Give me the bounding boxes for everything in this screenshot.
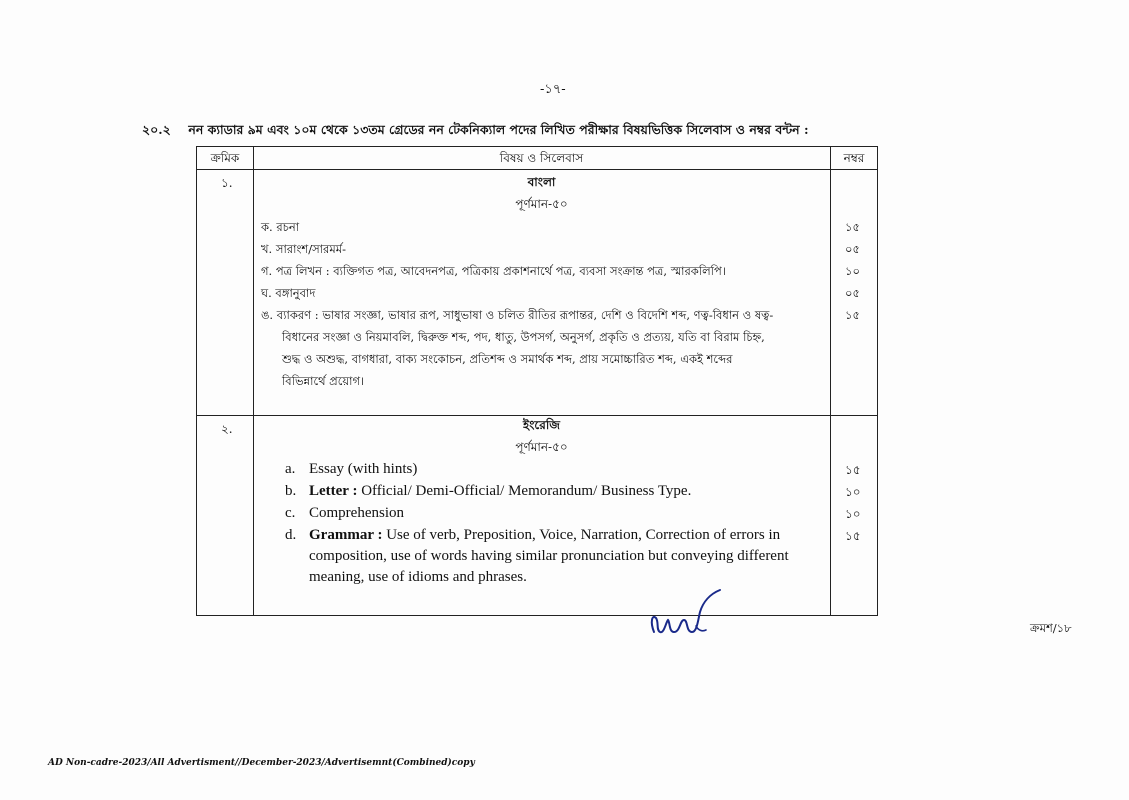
- bangla-grammar-line: বিধানের সংজ্ঞা ও নিয়মাবলি, দ্বিরুক্ত শব্দ, পদ, ধাতু, উপসর্গ, অনুসর্গ, প্রকৃতি ও প্রত্যয়, যতি বা বিরাম চিহ্ন,: [282, 330, 765, 344]
- item-text: [309, 481, 829, 502]
- header-serial: ক্রমিক: [210, 151, 240, 165]
- handwritten-signature: [640, 582, 730, 646]
- marks-bangla-d: ০৫: [845, 286, 860, 300]
- bangla-grammar-line: শুদ্ধ ও অশুদ্ধ, বাগধারা, বাক্য সংকোচন, প্রতিশব্দ ও সমার্থক শব্দ, প্রায় সমোচ্চারিত শব্দ, একই শব্দের: [282, 352, 733, 366]
- item-label: c.: [285, 505, 296, 521]
- section-title: নন ক্যাডার ৯ম এবং ১০ম থেকে ১৩তম গ্রেডের নন টেকনিক্যাল পদের লিখিত পরীক্ষার বিষয়ভিত্তিক সিলেবাস ও নম্বর বন্টন :: [188, 122, 809, 137]
- section-number: ২০.২: [142, 122, 171, 137]
- marks-english-d: ১৫: [845, 529, 861, 543]
- bangla-grammar-line: বিভিন্নার্থে প্রয়োগ।: [282, 374, 365, 388]
- item-body: Official/ Demi-Official/ Memorandum/ Business Type.: [357, 483, 692, 499]
- item-heading: Letter :: [309, 483, 358, 499]
- bangla-grammar-line: ঙ. ব্যাকরণ : ভাষার সংজ্ঞা, ভাষার রূপ, সাধুভাষা ও চলিত রীতির রূপান্তর, দেশি ও বিদেশি শব্দ, ণত্ব-বিধান ও ষত্ব-: [261, 308, 774, 322]
- page-number: -১৭-: [540, 82, 566, 97]
- item-body: Use of verb, Preposition, Voice, Narration, Correction of errors in composition, use of words having similar pronunciation but conveying different meaning, use of idioms and phrases.: [309, 527, 789, 585]
- section-heading: [142, 122, 809, 142]
- subject-title-english: ইংরেজি: [523, 418, 560, 432]
- serial-english: ২.: [221, 422, 233, 436]
- item-label: b.: [285, 483, 297, 499]
- row-divider: [197, 415, 877, 416]
- continued-note: ক্রমশ/১৮: [1030, 621, 1072, 635]
- marks-bangla-a: ১৫: [845, 220, 860, 234]
- column-divider: [830, 147, 831, 615]
- marks-english-b: ১০: [845, 485, 861, 499]
- full-marks-bangla: পূর্ণমান-৫০: [515, 197, 568, 211]
- item-text: Comprehension: [309, 505, 404, 521]
- item-text: Essay (with hints): [309, 461, 418, 477]
- item-heading: Grammar :: [309, 527, 383, 543]
- serial-bangla: ১.: [221, 176, 233, 190]
- subject-title-bangla: বাংলা: [527, 175, 556, 189]
- bangla-item-d: ঘ. বঙ্গানুবাদ: [261, 286, 316, 300]
- column-divider: [253, 147, 254, 615]
- marks-bangla-c: ১০: [845, 264, 860, 278]
- marks-bangla-b: ০৫: [845, 242, 860, 256]
- item-text: [309, 525, 829, 588]
- footer-file-path: AD Non-cadre-2023/All Advertisment//December-2023/Advertisemnt(Combined)copy: [48, 758, 475, 768]
- header-marks: নম্বর: [843, 151, 865, 165]
- syllabus-table: [196, 146, 878, 616]
- bangla-item-c: গ. পত্র লিখন : ব্যক্তিগত পত্র, আবেদনপত্র, পত্রিকায় প্রকাশনার্থে পত্র, ব্যবসা সংক্রান্ত পত্র, স্মারকলিপি।: [261, 264, 726, 278]
- marks-bangla-e: ১৫: [845, 308, 860, 322]
- bangla-item-a: ক. রচনা: [261, 220, 300, 234]
- item-label: a.: [285, 461, 296, 477]
- marks-english-a: ১৫: [845, 463, 861, 477]
- full-marks-english: পূর্ণমান-৫০: [515, 440, 568, 454]
- marks-english-c: ১০: [845, 507, 861, 521]
- item-label: d.: [285, 527, 297, 543]
- bangla-item-b: খ. সারাংশ/সারমর্ম-: [261, 242, 346, 256]
- header-subject: বিষয় ও সিলেবাস: [499, 151, 584, 165]
